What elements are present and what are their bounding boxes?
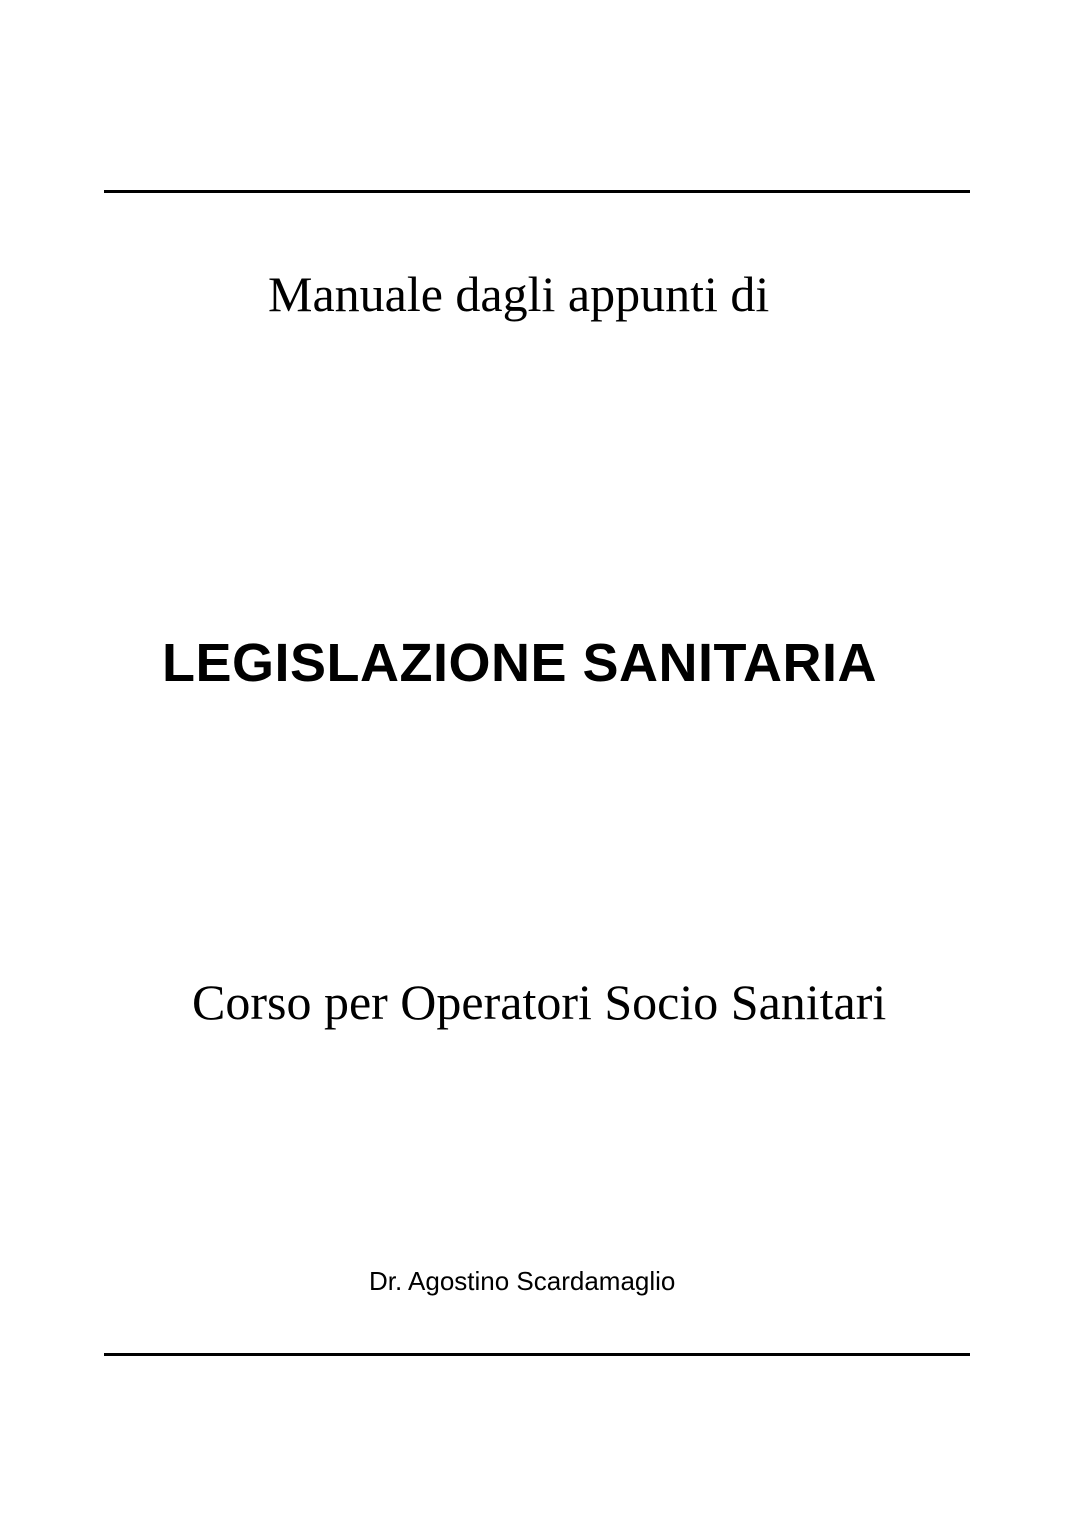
intro-line: Manuale dagli appunti di — [268, 266, 770, 322]
document-title: LEGISLAZIONE SANITARIA — [162, 633, 878, 693]
bottom-divider — [104, 1353, 970, 1356]
author-name: Dr. Agostino Scardamaglio — [369, 1266, 676, 1296]
course-subtitle: Corso per Operatori Socio Sanitari — [192, 974, 887, 1030]
top-divider — [104, 190, 970, 193]
